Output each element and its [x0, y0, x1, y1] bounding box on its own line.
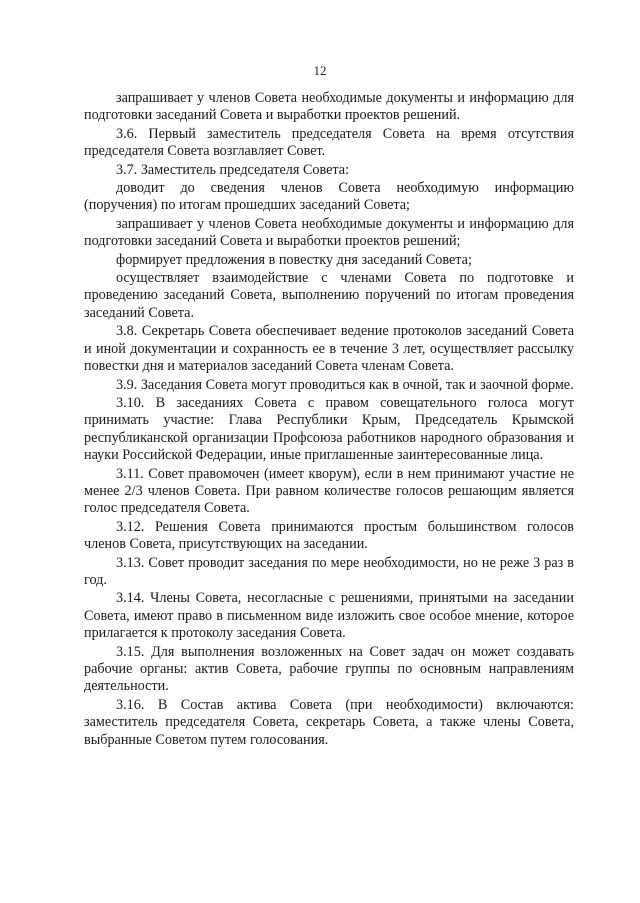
paragraph-3-7-item-2: запрашивает у членов Совета необходимые документы и информацию для подготовки заседаний Совета и выработки проектов решений;: [84, 215, 574, 250]
paragraph-3-10: 3.10. В заседаниях Совета с правом совещательного голоса могут принимать участие: Глава Республики Крым, Председатель Крымской республиканской организации Профсоюза работников народного образования и науки Российской Федерации, иные приглашенные заинтересованные лица.: [84, 394, 574, 464]
paragraph-3-8: 3.8. Секретарь Совета обеспечивает ведение протоколов заседаний Совета и иной документации и сохранность ее в течение 3 лет, осуществляет рассылку повестки дня и материалов заседаний Совета членам Совета.: [84, 323, 574, 375]
paragraph-3-11: 3.11. Совет правомочен (имеет кворум), если в нем принимают участие не менее 2/3 членов Совета. При равном количестве голосов решающим является голос председателя Совета.: [84, 465, 574, 517]
paragraph-3-7-item-3: формирует предложения в повестку дня заседаний Совета;: [116, 251, 472, 268]
paragraph-3-15: 3.15. Для выполнения возложенных на Совет задач он может создавать рабочие органы: актив Совета, рабочие группы по основным направлениям деятельности.: [84, 643, 574, 695]
paragraph-3-13: 3.13. Совет проводит заседания по мере необходимости, но не реже 3 раз в год.: [84, 554, 574, 588]
paragraph-3-16: 3.16. В Состав актива Совета (при необходимости) включаются: заместитель председателя Совета, секретарь Совета, а также члены Совета, выбранные Советом путем голосования.: [84, 696, 574, 748]
page-number: 12: [313, 63, 327, 78]
paragraph-3-14: 3.14. Члены Совета, несогласные с решениями, принятыми на заседании Совета, имеют право в письменном виде изложить свое особое мнение, которое прилагается к протоколу заседания Совета.: [84, 590, 574, 642]
paragraph-3-7: 3.7. Заместитель председателя Совета:: [116, 161, 350, 178]
document-body: [84, 90, 574, 750]
paragraph-3-7-item-4: осуществляет взаимодействие с членами Совета по подготовке и проведению заседаний Совета, выполнению поручений по итогам проведения заседаний Совета.: [84, 270, 574, 321]
paragraph-continuation: запрашивает у членов Совета необходимые документы и информацию для подготовки заседаний Совета и выработки проектов решений.: [84, 90, 574, 124]
paragraph-3-7-item-1: доводит до сведения членов Совета необходимую информацию (поручения) по итогам прошедших заседаний Совета;: [84, 180, 574, 214]
paragraph-3-6: 3.6. Первый заместитель председателя Совета на время отсутствия председателя Совета возглавляет Совет.: [84, 125, 574, 160]
paragraph-3-12: 3.12. Решения Совета принимаются простым большинством голосов членов Совета, присутствующих на заседании.: [84, 518, 574, 553]
paragraph-3-9: 3.9. Заседания Совета могут проводиться как в очной, так и заочной форме.: [116, 376, 574, 393]
